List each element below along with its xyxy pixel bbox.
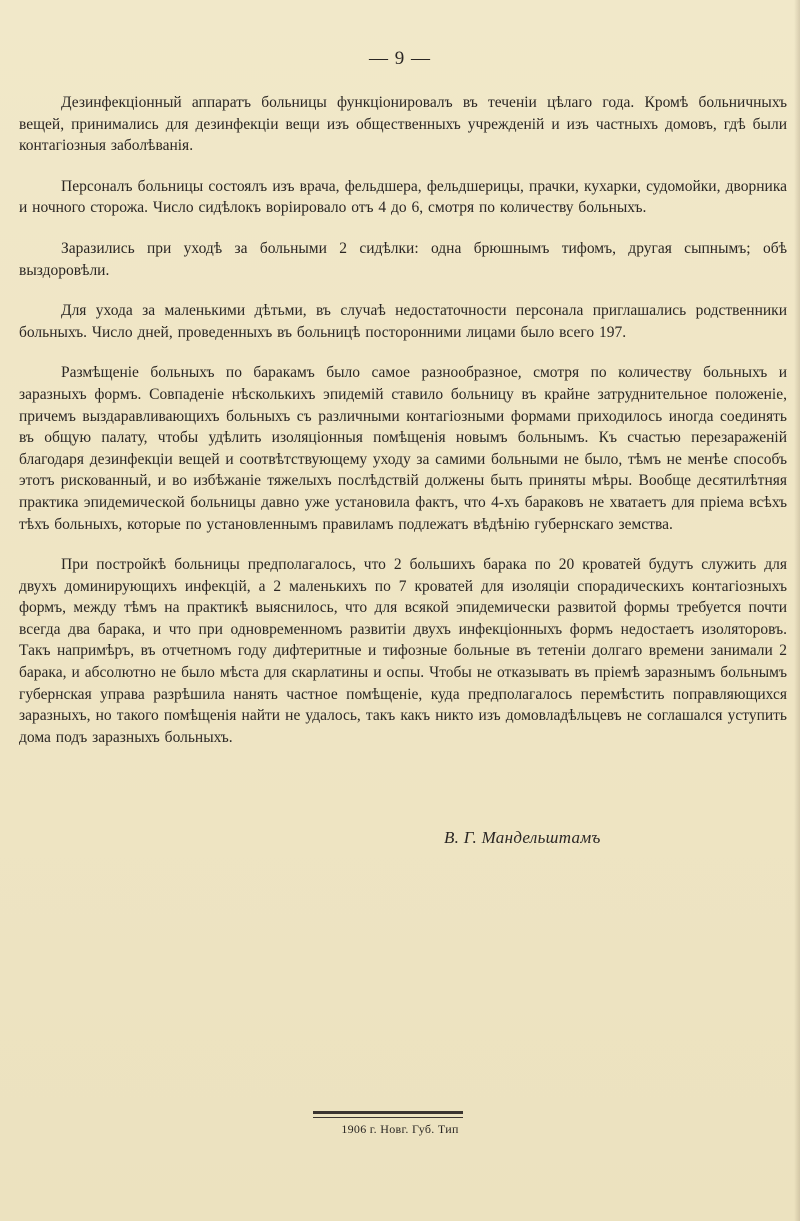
page-edge-shadow bbox=[794, 0, 800, 1221]
paragraph-child-care: Для ухода за маленькими дѣтьми, въ случаѣ недостаточности персонала приглашались родственники больныхъ. Число дней, проведенныхъ въ больницѣ посторонними лицами было всего 197. bbox=[19, 302, 787, 341]
paragraph-infected-nurses: Заразились при уходѣ за больными 2 сидѣлки: одна брюшнымъ тифомъ, другая сыпнымъ; обѣ выздоровѣли. bbox=[19, 239, 787, 279]
footer-rule-thick bbox=[313, 1111, 463, 1114]
paragraph-construction: При постройкѣ больницы предполагалось, что 2 большихъ барака по 20 кроватей будутъ служить для двухъ доминирующихъ инфекцій, а 2 маленькихъ по 7 кроватей для изоляціи спорадическихъ контагіозныхъ формъ, между тѣмъ на практикѣ выяснилось, что для всякой эпидемически развитой формы требуется почти всегда два барака, и что при одновременномъ развитіи двухъ инфекціонныхъ формъ недостаетъ изоляторовъ. Такъ напримѣръ, въ отчетномъ году дифтеритные и тифозные больные въ тетеніи долгаго времени занимали 2 барака, и абсолютно не было мѣста для скарлатины и оспы. Чтобы не отказывать въ пріемѣ заразнымъ больнымъ губернская управа разрѣшила нанять частное помѣщеніе, куда предполагалось перемѣстить поправляющихся заразныхъ, но такого помѣщенія найти не удалось, такъ какъ никто изъ домовладѣльцевъ не соглашался уступить дома подъ заразныхъ больныхъ. bbox=[19, 556, 787, 746]
printer-imprint: 1906 г. Новг. Губ. Тип bbox=[341, 1122, 459, 1136]
page-number: — 9 — bbox=[369, 48, 431, 69]
author-signature: В. Г. Мандельштамъ bbox=[444, 828, 601, 847]
paragraph-staff: Персоналъ больницы состоялъ изъ врача, фельдшера, фельдшерицы, прачки, кухарки, судомойки, дворника и ночного сторожа. Число сидѣлокъ воріировало отъ 4 до 6, смотря по количеству больныхъ. bbox=[19, 177, 787, 217]
footer-rule-thin bbox=[313, 1117, 463, 1118]
paragraph-disinfection: Дезинфекціонный аппаратъ больницы функціонировалъ въ теченіи цѣлаго года. Кромѣ больничныхъ вещей, принимались для дезинфекціи вещи изъ общественныхъ учрежденій и изъ частныхъ домовъ, гдѣ были контагіозныя заболѣванія. bbox=[19, 94, 787, 155]
paragraph-placement: Размѣщеніе больныхъ по баракамъ было самое разнообразное, смотря по количеству больныхъ и заразныхъ формъ. Совпаденіе нѣсколькихъ эпидемій ставило больницу въ крайне затруднительное положеніе, причемъ выздаравливающихъ больныхъ съ различными контагіозными формами приходилось иногда соединять въ общую палату, чтобы удѣлить изоляціонныя помѣщенія новымъ больнымъ. Къ счастью перезараженій благодаря дезинфекціи вещей и соотвѣтствующему уходу за самими больными не было, тѣмъ не менѣе способъ этотъ рискованный, и во избѣжаніе тяжелыхъ послѣдствій должены быть приняты мѣры. Вообще десятилѣтняя практика эпидемической больницы давно уже установила фактъ, что 4-хъ бараковъ не хватаетъ для пріема всѣхъ тѣхъ больныхъ, которые по установленнымъ правиламъ подлежатъ вѣдѣнію губернскаго земства. bbox=[19, 364, 787, 533]
body-text bbox=[19, 92, 787, 767]
